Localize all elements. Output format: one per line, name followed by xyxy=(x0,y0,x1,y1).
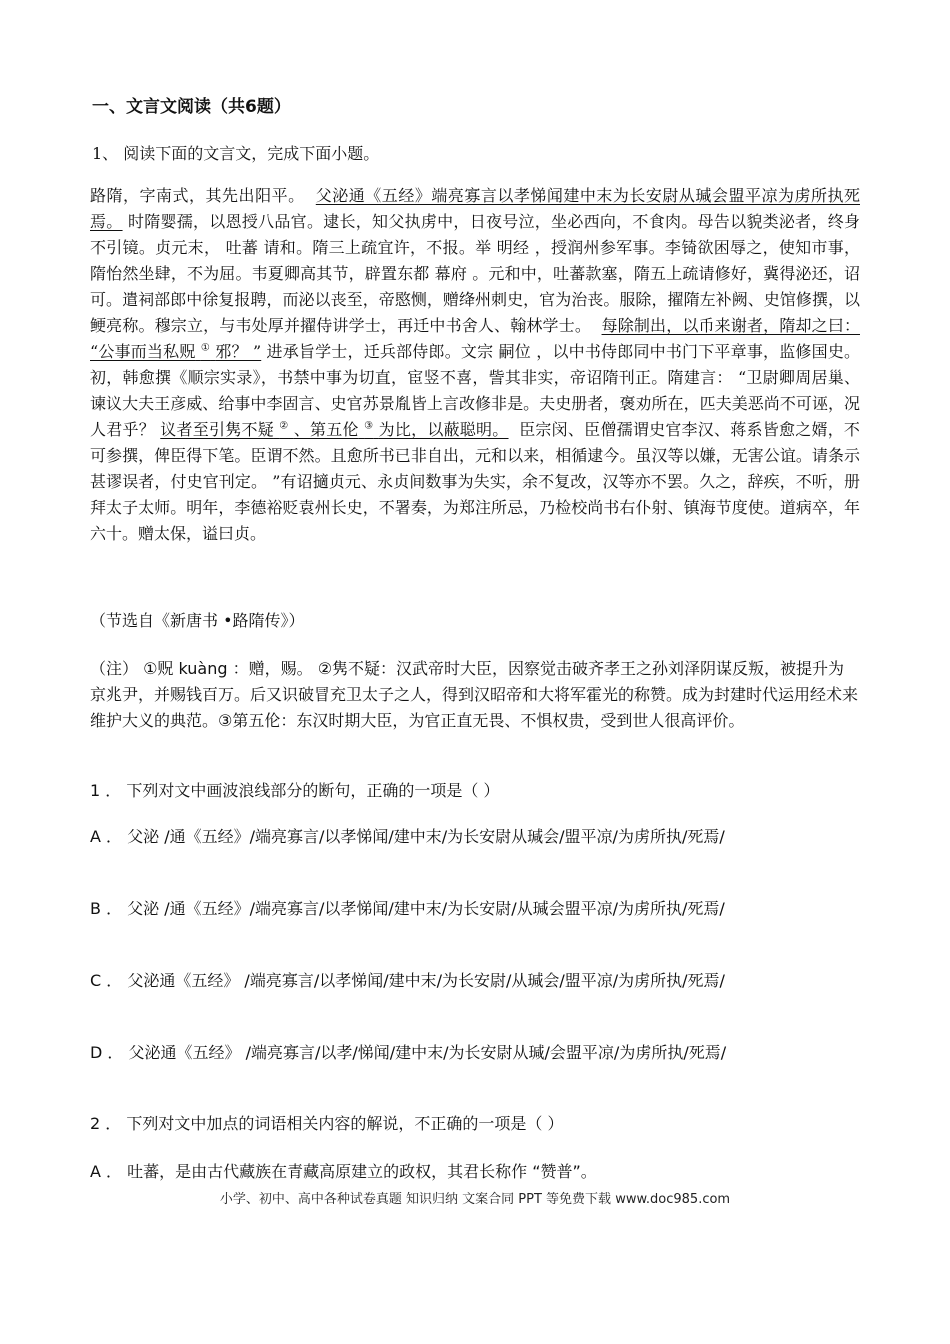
question-1-option-c: C ． 父泌通《五经》 /端亮寡言/以孝悌闻/建中末/为长安尉/从瑊会/盟平凉/为虏所执/死焉/ xyxy=(90,971,725,990)
underlined-sentence xyxy=(160,420,508,439)
footnote-marker: ③ xyxy=(364,420,374,432)
passage-text: 臣宗闵、臣僧孺谓史官李汉、蒋系皆愈之婿，不可参撰，俾臣得下笔。臣谓不然。且愈所书已非自出，元和以来，相循逮今。虽汉等以嫌，无害公谊。请条示甚谬误者，付史官刊定。 ”有诏擿贞元、永贞间数事为失实，余不复改，汉等亦不罢。久之，辞疾，不听，册拜太子太师。明年，李德裕贬袁州长史，不署奏，为郑注所忌，乃检校尚书右仆射、镇海节度使。道病卒，年六十。赠太保，谥曰贞。 xyxy=(90,420,860,543)
question-1-option-b: B ． 父泌 /通《五经》/端亮寡言/以孝悌闻/建中末/为长安尉/从瑊会盟平凉/为虏所执/死焉/ xyxy=(90,899,725,918)
question-1-option-a: A ． 父泌 /通《五经》/端亮寡言/以孝悌闻/建中末/为长安尉从瑊会/盟平凉/为虏所执/死焉/ xyxy=(90,827,725,846)
passage-text: 时隋婴孺，以恩授八品官。逮长，知父执虏中，日夜号泣，坐必西向，不食肉。母告以貌类泌者，终身不引镜。贞元末， 吐蕃 请和。隋三上疏宜许，不报。举 明经 ，授润州参军事。李锜欲困辱之，使知市事，隋怡然坐肆，不为屈。韦夏卿高其节，辟置东都 幕府 。元和中，吐蕃款塞，隋五上疏请修好，冀得泌还，诏可。遣祠部郎中徐复报聘，而泌以丧至，帝愍恻，赠绛州刺史，官为治丧。服除，擢隋左补阙、史馆修撰，以鲠亮称。穆宗立，与韦处厚并擢侍讲学士，再迁中书舍人、翰林学士。 xyxy=(90,212,860,335)
underlined-text: 为比，以蔽聪明。 xyxy=(378,420,509,439)
underlined-text: 议者至引隽不疑 xyxy=(160,420,274,439)
passage-text: 进承旨学士，迁兵部侍郎。文宗 嗣位 ，以中书侍郎同中书门下平章事，监修国史。初，韩愈撰《顺宗实录》，书禁中事为切直，宦竖不喜，訾其非实，帝诏隋刊正。隋建言： “卫尉卿周居巢、谏议大夫王彦威、给事中李固言、史官苏景胤皆上言改修非是。夫史册者，褒劝所在，匹夫美恶尚不可诬，况人君乎？ xyxy=(90,342,861,439)
wavy-underlined-sentence: 父泌通《五经》端亮寡言以孝悌闻建中末为长安尉从瑊会盟平凉为虏所执死焉。 xyxy=(90,186,860,231)
footnotes: （注） ①贶 kuàng ：赠，赐。 ②隽不疑：汉武帝时大臣，因察觉击破齐孝王之孙刘泽阴谋反叛，被提升为京兆尹，并赐钱百万。后又识破冒充卫太子之人，得到汉昭帝和大将军霍光的称赞。成为封建时代运用经术来维护大义的典范。③第五伦：东汉时期大臣，为官正直无畏、不惧权贵，受到世人很高评价。 xyxy=(90,659,859,730)
question-1-stem: 1 ． 下列对文中画波浪线部分的断句，正确的一项是（ ） xyxy=(90,781,500,800)
question-2-stem: 2 ． 下列对文中加点的词语相关内容的解说，不正确的一项是（ ） xyxy=(90,1114,564,1133)
footnote-marker: ② xyxy=(279,420,289,432)
passage-text: 路隋，字南式，其先出阳平。 xyxy=(90,186,305,205)
section-heading: 一、文言文阅读（共6题） xyxy=(92,97,291,117)
footnote-marker: ① xyxy=(200,342,211,354)
passage-source: （节选自《新唐书 •路隋传》） xyxy=(90,611,305,630)
question-1-option-d: D ． 父泌通《五经》 /端亮寡言/以孝/悌闻/建中末/为长安尉从瑊/会盟平凉/为虏所执/死焉/ xyxy=(90,1043,727,1062)
question-intro: 1、 阅读下面的文言文，完成下面小题。 xyxy=(92,144,380,163)
classical-passage xyxy=(90,183,860,547)
underlined-text: 每除制出，以币来谢者，隋却之曰： “公事而当私贶 xyxy=(90,316,860,361)
underlined-text: 、第五伦 xyxy=(293,420,359,439)
question-2-option-a: A ． 吐蕃，是由古代藏族在青藏高原建立的政权，其君长称作 “赞普”。 xyxy=(90,1162,597,1181)
underlined-text: 邪？ ” xyxy=(215,342,262,361)
page-footer: 小学、初中、高中各种试卷真题 知识归纳 文案合同 PPT 等免费下载 www.doc985.com xyxy=(219,1192,731,1207)
